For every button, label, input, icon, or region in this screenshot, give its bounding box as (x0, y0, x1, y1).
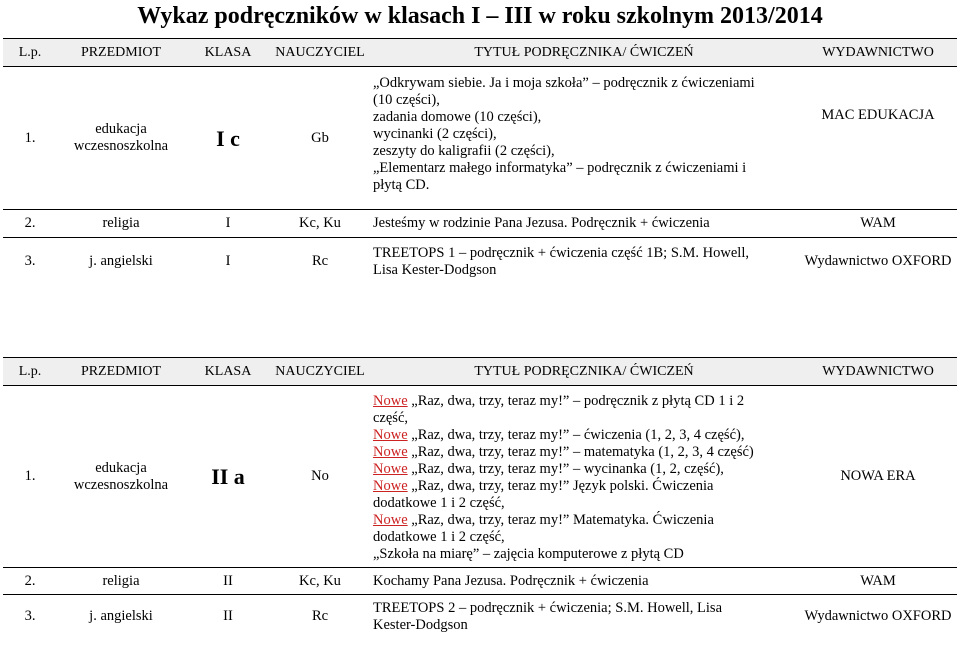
nowe-prefix: Nowe (373, 426, 408, 443)
row-book (369, 238, 799, 286)
row-publisher: WAM (799, 568, 957, 595)
row-subject: edukacja wczesnoszkolna (73, 459, 169, 493)
header-teacher: NAUCZYCIEL (271, 358, 369, 386)
book-line (373, 495, 795, 512)
book-line: Kester-Dodgson (373, 616, 468, 633)
header-book: TYTUŁ PODRĘCZNIKA/ ĆWICZEŃ (369, 358, 799, 386)
page-title: Wykaz podręczników w klasach I – III w roku szkolnym 2013/2014 (137, 3, 823, 29)
row-book (369, 386, 799, 568)
book-line: „Elementarz małego informatyka” – podręcznik z ćwiczeniami i (373, 160, 747, 176)
row-subject: religia (57, 210, 185, 238)
book-line (373, 393, 795, 410)
book-line (373, 410, 795, 427)
row-subject: j. angielski (57, 595, 185, 639)
row-subject: j. angielski (57, 238, 185, 286)
row-class: II a (211, 464, 245, 489)
book-line: (10 części), (373, 92, 440, 108)
header-subject: PRZEDMIOT (57, 358, 185, 386)
book-line-text: dodatkowe 1 i 2 część, (373, 494, 505, 511)
row-class: I (185, 238, 271, 286)
row-teacher: Rc (271, 238, 369, 286)
table-row (3, 386, 957, 568)
row-class: I (185, 210, 271, 238)
book-line: wycinanki (2 części), (373, 126, 497, 142)
book-line (373, 478, 795, 495)
book-line (373, 512, 795, 529)
book-line (373, 444, 795, 461)
row-book (369, 568, 799, 595)
row-teacher: Kc, Ku (271, 210, 369, 238)
book-line-text: część, (373, 409, 409, 426)
book-line: Lisa Kester-Dodgson (373, 261, 497, 278)
table-row (3, 210, 957, 238)
row-book (369, 595, 799, 639)
book-line-text: „Szkoła na miarę” – zajęcia komputerowe z płytą CD (373, 545, 684, 562)
row-teacher: Gb (311, 129, 329, 146)
row-teacher: Rc (271, 595, 369, 639)
row-publisher: WAM (799, 210, 957, 238)
header-teacher: NAUCZYCIEL (271, 39, 369, 67)
row-book (369, 67, 799, 210)
nowe-prefix: Nowe (373, 443, 408, 460)
nowe-prefix: Nowe (373, 460, 408, 477)
book-line: Kochamy Pana Jezusa. Podręcznik + ćwiczenia (373, 572, 649, 589)
row-publisher: Wydawnictwo OXFORD (799, 238, 957, 286)
row-lp: 1. (24, 468, 36, 484)
book-line: Jesteśmy w rodzinie Pana Jezusa. Podręcznik + ćwiczenia (373, 215, 710, 231)
textbook-table-2 (3, 357, 957, 639)
table-header-row (3, 358, 957, 386)
nowe-prefix: Nowe (373, 511, 408, 528)
header-publisher: WYDAWNICTWO (799, 39, 957, 67)
header-book: TYTUŁ PODRĘCZNIKA/ ĆWICZEŃ (369, 39, 799, 67)
book-line-text: „Raz, dwa, trzy, teraz my!” – matematyka (1, 2, 3, 4 część) (407, 443, 754, 460)
textbook-table-1 (3, 38, 957, 286)
table-row (3, 238, 957, 286)
header-class: KLASA (185, 39, 271, 67)
book-line-text: „Raz, dwa, trzy, teraz my!” Język polski. Ćwiczenia (407, 477, 714, 494)
row-teacher: No (311, 468, 329, 484)
table-row (3, 67, 957, 210)
row-publisher: Wydawnictwo OXFORD (799, 595, 957, 639)
book-line: TREETOPS 2 – podręcznik + ćwiczenia; S.M. Howell, Lisa (373, 599, 722, 616)
header-lp: L.p. (3, 358, 57, 386)
header-lp: L.p. (3, 39, 57, 67)
row-lp: 3. (3, 238, 57, 286)
row-lp: 3. (3, 595, 57, 639)
nowe-prefix: Nowe (373, 392, 408, 409)
book-line: zeszyty do kaligrafii (2 części), (373, 143, 555, 159)
row-class: II (185, 568, 271, 595)
row-class: I c (216, 125, 240, 151)
row-lp: 2. (3, 210, 57, 238)
row-lp: 1. (24, 129, 36, 146)
header-class: KLASA (185, 358, 271, 386)
row-lp: 2. (3, 568, 57, 595)
row-class: II (185, 595, 271, 639)
row-book (369, 210, 799, 238)
table-row (3, 595, 957, 639)
book-line: zadania domowe (10 części), (373, 109, 542, 125)
book-line-text: „Raz, dwa, trzy, teraz my!” Matematyka. Ćwiczenia (407, 511, 714, 528)
row-subject: edukacja wczesnoszkolna (73, 121, 169, 154)
book-line (373, 529, 795, 546)
nowe-prefix: Nowe (373, 477, 408, 494)
row-teacher: Kc, Ku (271, 568, 369, 595)
table-header-row (3, 39, 957, 67)
book-line (373, 427, 795, 444)
row-publisher: NOWA ERA (840, 468, 916, 484)
book-line: „Odkrywam siebie. Ja i moja szkoła” – podręcznik z ćwiczeniami (373, 75, 755, 91)
book-line-text: „Raz, dwa, trzy, teraz my!” – ćwiczenia (1, 2, 3, 4 część), (407, 426, 745, 443)
book-line-text: „Raz, dwa, trzy, teraz my!” – podręcznik z płytą CD 1 i 2 (407, 392, 745, 409)
row-publisher: MAC EDUKACJA (821, 107, 935, 123)
table-row (3, 568, 957, 595)
book-line-text: „Raz, dwa, trzy, teraz my!” – wycinanka (1, 2, część), (407, 460, 724, 477)
header-publisher: WYDAWNICTWO (799, 358, 957, 386)
row-subject: religia (57, 568, 185, 595)
book-line (373, 461, 795, 478)
book-line-text: dodatkowe 1 i 2 część, (373, 528, 505, 545)
book-line: TREETOPS 1 – podręcznik + ćwiczenia część 1B; S.M. Howell, (373, 244, 749, 261)
book-line (373, 546, 795, 563)
header-subject: PRZEDMIOT (57, 39, 185, 67)
book-line: płytą CD. (373, 177, 430, 193)
